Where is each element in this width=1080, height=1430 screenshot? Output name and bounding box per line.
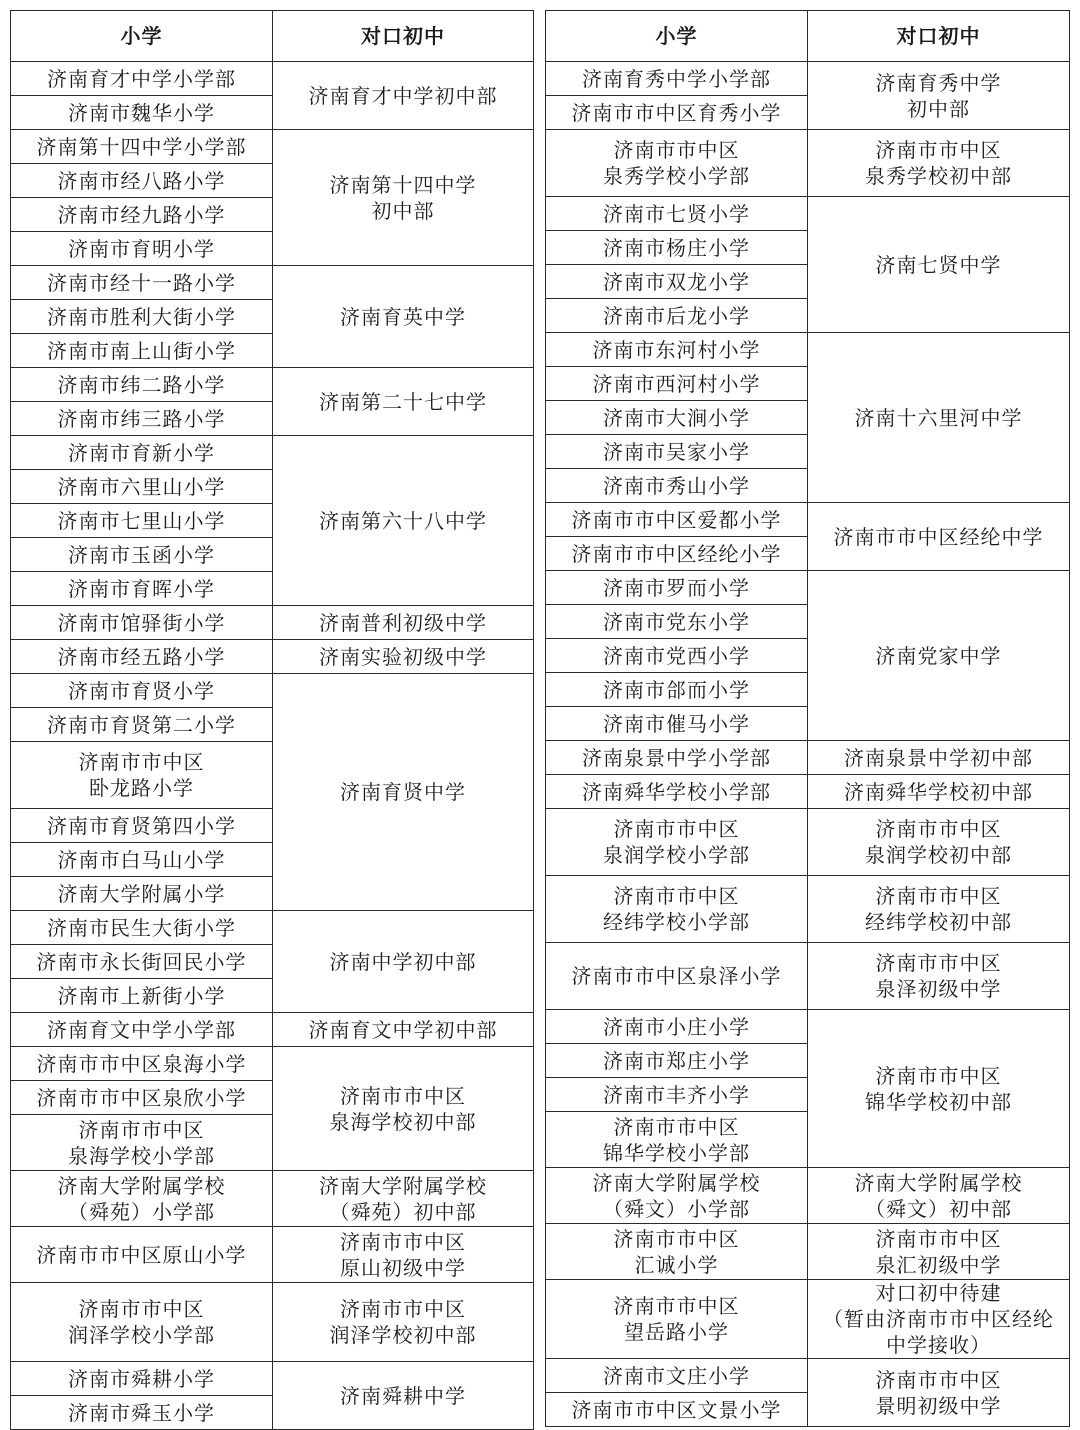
primary-school-cell: 济南市舜玉小学 xyxy=(11,1396,273,1430)
table-row xyxy=(546,775,1070,809)
header-primary: 小学 xyxy=(11,11,273,62)
primary-school-cell: 济南育文中学小学部 xyxy=(11,1013,273,1047)
primary-school-cell: 济南市小庄小学 xyxy=(546,1010,808,1044)
primary-school-cell: 济南市市中区泉泽小学 xyxy=(546,943,808,1010)
primary-school-cell: 济南市市中区 泉海学校小学部 xyxy=(11,1115,273,1171)
primary-school-cell: 济南市市中区原山小学 xyxy=(11,1227,273,1283)
header-middle: 对口初中 xyxy=(273,11,534,62)
primary-school-cell: 济南市七里山小学 xyxy=(11,504,273,538)
table-row xyxy=(546,1224,1070,1280)
middle-school-cell: 济南市市中区 锦华学校初中部 xyxy=(808,1010,1070,1168)
primary-school-cell: 济南市市中区 卧龙路小学 xyxy=(11,742,273,809)
primary-school-cell: 济南市西河村小学 xyxy=(546,367,808,401)
table-row xyxy=(546,943,1070,1010)
table-row xyxy=(11,62,534,96)
table-row xyxy=(546,876,1070,943)
primary-school-cell: 济南育才中学小学部 xyxy=(11,62,273,96)
middle-school-cell: 济南育才中学初中部 xyxy=(273,62,534,130)
middle-school-cell: 对口初中待建 （暂由济南市市中区经纶 中学接收） xyxy=(808,1280,1070,1359)
middle-school-cell: 济南育贤中学 xyxy=(273,674,534,911)
middle-school-cell: 济南第二十七中学 xyxy=(273,368,534,436)
middle-school-cell: 济南十六里河中学 xyxy=(808,333,1070,503)
primary-school-cell: 济南市双龙小学 xyxy=(546,265,808,299)
primary-school-cell: 济南市催马小学 xyxy=(546,707,808,741)
primary-school-cell: 济南大学附属小学 xyxy=(11,877,273,911)
table-row xyxy=(11,436,534,470)
primary-school-cell: 济南市经十一路小学 xyxy=(11,266,273,300)
primary-school-cell: 济南市经九路小学 xyxy=(11,198,273,232)
middle-school-cell: 济南市市中区 泉泽初级中学 xyxy=(808,943,1070,1010)
middle-school-cell: 济南舜耕中学 xyxy=(273,1362,534,1430)
primary-school-cell: 济南市丰齐小学 xyxy=(546,1078,808,1112)
table-row xyxy=(546,1280,1070,1359)
primary-school-cell: 济南市吴家小学 xyxy=(546,435,808,469)
primary-school-cell: 济南市魏华小学 xyxy=(11,96,273,130)
primary-school-cell: 济南市文庄小学 xyxy=(546,1359,808,1393)
primary-school-cell: 济南市东河村小学 xyxy=(546,333,808,367)
primary-school-cell: 济南市市中区 汇诚小学 xyxy=(546,1224,808,1280)
middle-school-cell: 济南市市中区 景明初级中学 xyxy=(808,1359,1070,1427)
primary-school-cell: 济南市馆驿街小学 xyxy=(11,606,273,640)
table-row xyxy=(11,911,534,945)
middle-school-cell: 济南市市中区 泉海学校初中部 xyxy=(273,1047,534,1171)
primary-school-cell: 济南市党东小学 xyxy=(546,605,808,639)
primary-school-cell: 济南市市中区泉欣小学 xyxy=(11,1081,273,1115)
middle-school-cell: 济南舜华学校初中部 xyxy=(808,775,1070,809)
table-row xyxy=(11,1362,534,1396)
primary-school-cell: 济南市纬二路小学 xyxy=(11,368,273,402)
primary-school-cell: 济南市玉函小学 xyxy=(11,538,273,572)
middle-school-cell: 济南市市中区 泉润学校初中部 xyxy=(808,809,1070,876)
primary-school-cell: 济南市经八路小学 xyxy=(11,164,273,198)
primary-school-cell: 济南市罗而小学 xyxy=(546,571,808,605)
middle-school-cell: 济南实验初级中学 xyxy=(273,640,534,674)
header-row xyxy=(546,11,1070,62)
middle-school-cell: 济南七贤中学 xyxy=(808,197,1070,333)
right-school-table xyxy=(545,10,1070,1427)
middle-school-cell: 济南党家中学 xyxy=(808,571,1070,741)
middle-school-cell: 济南市市中区 原山初级中学 xyxy=(273,1227,534,1283)
table-row xyxy=(546,197,1070,231)
table-row xyxy=(546,1168,1070,1224)
primary-school-cell: 济南市市中区 泉润学校小学部 xyxy=(546,809,808,876)
table-row xyxy=(546,741,1070,775)
primary-school-cell: 济南市育贤第二小学 xyxy=(11,708,273,742)
primary-school-cell: 济南市市中区 泉秀学校小学部 xyxy=(546,130,808,197)
table-row xyxy=(11,1171,534,1227)
middle-school-cell: 济南第十四中学 初中部 xyxy=(273,130,534,266)
primary-school-cell: 济南大学附属学校 （舜文）小学部 xyxy=(546,1168,808,1224)
primary-school-cell: 济南市后龙小学 xyxy=(546,299,808,333)
middle-school-cell: 济南大学附属学校 （舜苑）初中部 xyxy=(273,1171,534,1227)
table-row xyxy=(11,1013,534,1047)
middle-school-cell: 济南市市中区 泉秀学校初中部 xyxy=(808,130,1070,197)
table-row xyxy=(11,674,534,708)
primary-school-cell: 济南市市中区 锦华学校小学部 xyxy=(546,1112,808,1168)
primary-school-cell: 济南市市中区育秀小学 xyxy=(546,96,808,130)
table-row xyxy=(11,266,534,300)
table-row xyxy=(11,1047,534,1081)
primary-school-cell: 济南市育贤小学 xyxy=(11,674,273,708)
primary-school-cell: 济南泉景中学小学部 xyxy=(546,741,808,775)
middle-school-cell: 济南普利初级中学 xyxy=(273,606,534,640)
header-middle: 对口初中 xyxy=(808,11,1070,62)
primary-school-cell: 济南大学附属学校 （舜苑）小学部 xyxy=(11,1171,273,1227)
primary-school-cell: 济南市白马山小学 xyxy=(11,843,273,877)
primary-school-cell: 济南市市中区 望岳路小学 xyxy=(546,1280,808,1359)
primary-school-cell: 济南市党西小学 xyxy=(546,639,808,673)
middle-school-cell: 济南市市中区 泉汇初级中学 xyxy=(808,1224,1070,1280)
primary-school-cell: 济南市经五路小学 xyxy=(11,640,273,674)
primary-school-cell: 济南市大涧小学 xyxy=(546,401,808,435)
middle-school-cell: 济南市市中区 经纬学校初中部 xyxy=(808,876,1070,943)
middle-school-cell: 济南市市中区经纶中学 xyxy=(808,503,1070,571)
primary-school-cell: 济南市杨庄小学 xyxy=(546,231,808,265)
primary-school-cell: 济南市市中区 经纬学校小学部 xyxy=(546,876,808,943)
primary-school-cell: 济南市舜耕小学 xyxy=(11,1362,273,1396)
primary-school-cell: 济南市秀山小学 xyxy=(546,469,808,503)
table-row xyxy=(546,130,1070,197)
primary-school-cell: 济南市胜利大街小学 xyxy=(11,300,273,334)
middle-school-cell: 济南育英中学 xyxy=(273,266,534,368)
table-row xyxy=(11,368,534,402)
primary-school-cell: 济南市永长街回民小学 xyxy=(11,945,273,979)
primary-school-cell: 济南市市中区经纶小学 xyxy=(546,537,808,571)
primary-school-cell: 济南市民生大街小学 xyxy=(11,911,273,945)
primary-school-cell: 济南市纬三路小学 xyxy=(11,402,273,436)
middle-school-cell: 济南泉景中学初中部 xyxy=(808,741,1070,775)
table-row xyxy=(546,571,1070,605)
primary-school-cell: 济南舜华学校小学部 xyxy=(546,775,808,809)
left-school-table xyxy=(10,10,534,1430)
table-row xyxy=(546,333,1070,367)
primary-school-cell: 济南市市中区泉海小学 xyxy=(11,1047,273,1081)
table-row xyxy=(546,503,1070,537)
middle-school-cell: 济南大学附属学校 （舜文）初中部 xyxy=(808,1168,1070,1224)
primary-school-cell: 济南市七贤小学 xyxy=(546,197,808,231)
primary-school-cell: 济南市育晖小学 xyxy=(11,572,273,606)
table-row xyxy=(546,809,1070,876)
table-row xyxy=(11,606,534,640)
middle-school-cell: 济南育文中学初中部 xyxy=(273,1013,534,1047)
primary-school-cell: 济南市郑庄小学 xyxy=(546,1044,808,1078)
middle-school-cell: 济南育秀中学 初中部 xyxy=(808,62,1070,130)
header-row xyxy=(11,11,534,62)
primary-school-cell: 济南第十四中学小学部 xyxy=(11,130,273,164)
table-row xyxy=(546,1359,1070,1393)
primary-school-cell: 济南市南上山街小学 xyxy=(11,334,273,368)
header-primary: 小学 xyxy=(546,11,808,62)
primary-school-cell: 济南市育明小学 xyxy=(11,232,273,266)
primary-school-cell: 济南市育新小学 xyxy=(11,436,273,470)
primary-school-cell: 济南市育贤第四小学 xyxy=(11,809,273,843)
table-row xyxy=(11,1227,534,1283)
primary-school-cell: 济南市上新街小学 xyxy=(11,979,273,1013)
primary-school-cell: 济南市六里山小学 xyxy=(11,470,273,504)
primary-school-cell: 济南市市中区爱都小学 xyxy=(546,503,808,537)
table-row xyxy=(11,130,534,164)
table-row xyxy=(11,640,534,674)
middle-school-cell: 济南第六十八中学 xyxy=(273,436,534,606)
table-row xyxy=(546,1010,1070,1044)
primary-school-cell: 济南市郃而小学 xyxy=(546,673,808,707)
middle-school-cell: 济南市市中区 润泽学校初中部 xyxy=(273,1283,534,1362)
primary-school-cell: 济南育秀中学小学部 xyxy=(546,62,808,96)
middle-school-cell: 济南中学初中部 xyxy=(273,911,534,1013)
primary-school-cell: 济南市市中区 润泽学校小学部 xyxy=(11,1283,273,1362)
primary-school-cell: 济南市市中区文景小学 xyxy=(546,1393,808,1427)
table-row xyxy=(11,1283,534,1362)
table-row xyxy=(546,62,1070,96)
